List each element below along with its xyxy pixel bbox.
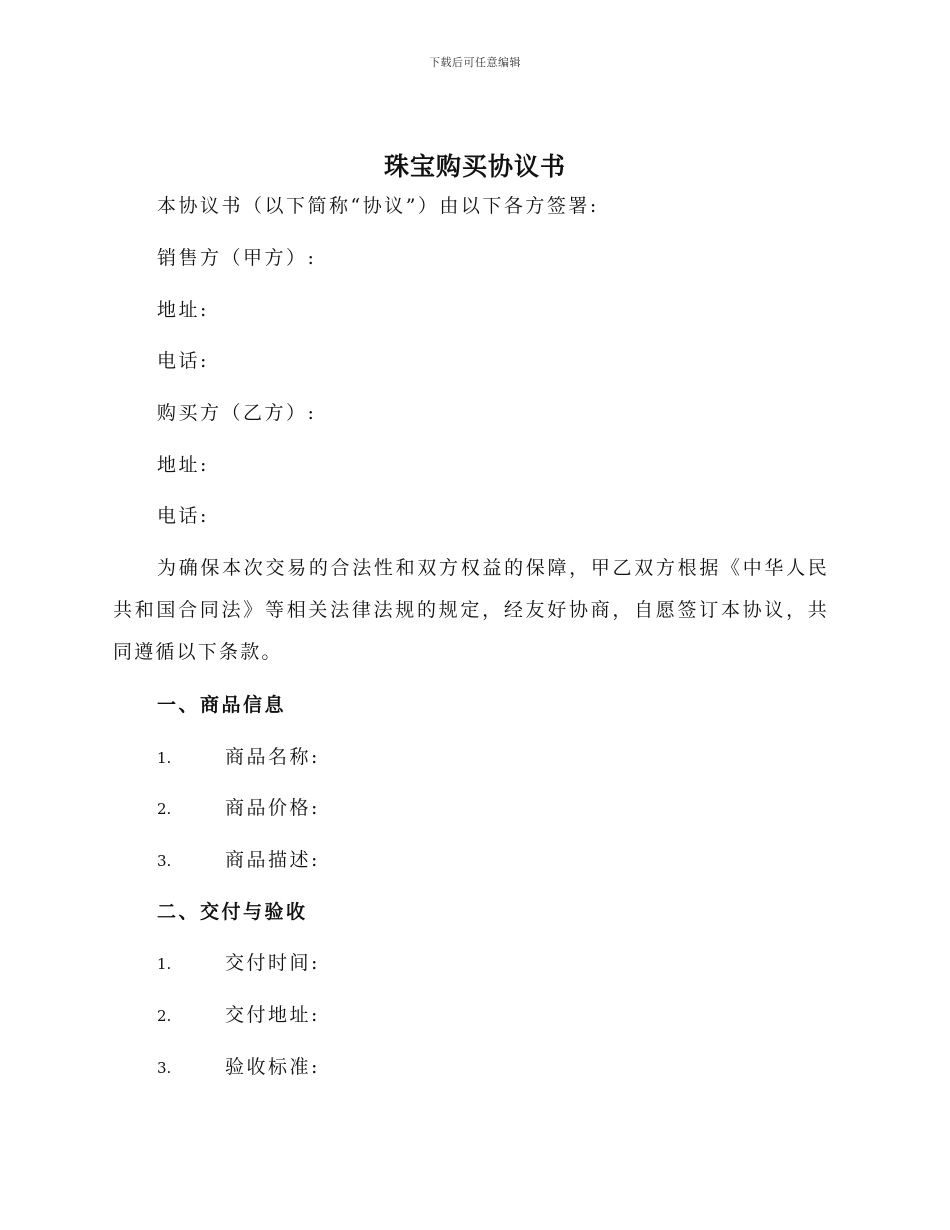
header-note: 下载后可任意编辑 [429, 56, 521, 69]
list-item [157, 1055, 320, 1080]
list-item-number: 2. [157, 800, 172, 818]
seller-phone-label: 电话: [157, 350, 209, 372]
list-item-label: 交付时间: [225, 952, 320, 974]
list-item-label: 交付地址: [225, 1004, 320, 1026]
list-item [157, 745, 320, 770]
list-item-label: 商品价格: [225, 797, 320, 819]
buyer-address-label: 地址: [157, 454, 209, 476]
list-item-number: 3. [157, 1059, 172, 1077]
section-heading-delivery: 二、交付与验收 [157, 901, 308, 923]
list-item [157, 1003, 320, 1028]
list-item-label: 验收标准: [225, 1056, 320, 1078]
list-item [157, 796, 320, 821]
seller-address-label: 地址: [157, 299, 209, 321]
preamble-paragraph: 为确保本次交易的合法性和双方权益的保障，甲乙双方根据《中华人民共和国合同法》等相关法律法规的规定，经友好协商，自愿签订本协议，共同遵循以下条款。 [113, 557, 829, 663]
list-item-label: 商品描述: [225, 849, 320, 871]
list-item-number: 2. [157, 1007, 172, 1025]
seller-label: 销售方（甲方）: [157, 247, 317, 269]
document-title: 珠宝购买协议书 [383, 152, 566, 181]
list-item [157, 848, 320, 873]
list-item-number: 1. [157, 955, 172, 973]
list-item-number: 3. [157, 852, 172, 870]
intro-line: 本协议书（以下简称“协议”）由以下各方签署: [157, 195, 599, 217]
buyer-phone-label: 电话: [157, 505, 209, 527]
list-item-label: 商品名称: [225, 746, 320, 768]
list-item [157, 951, 320, 976]
buyer-label: 购买方（乙方）: [157, 402, 317, 424]
section-heading-product-info: 一、商品信息 [157, 694, 287, 716]
list-item-number: 1. [157, 749, 172, 767]
